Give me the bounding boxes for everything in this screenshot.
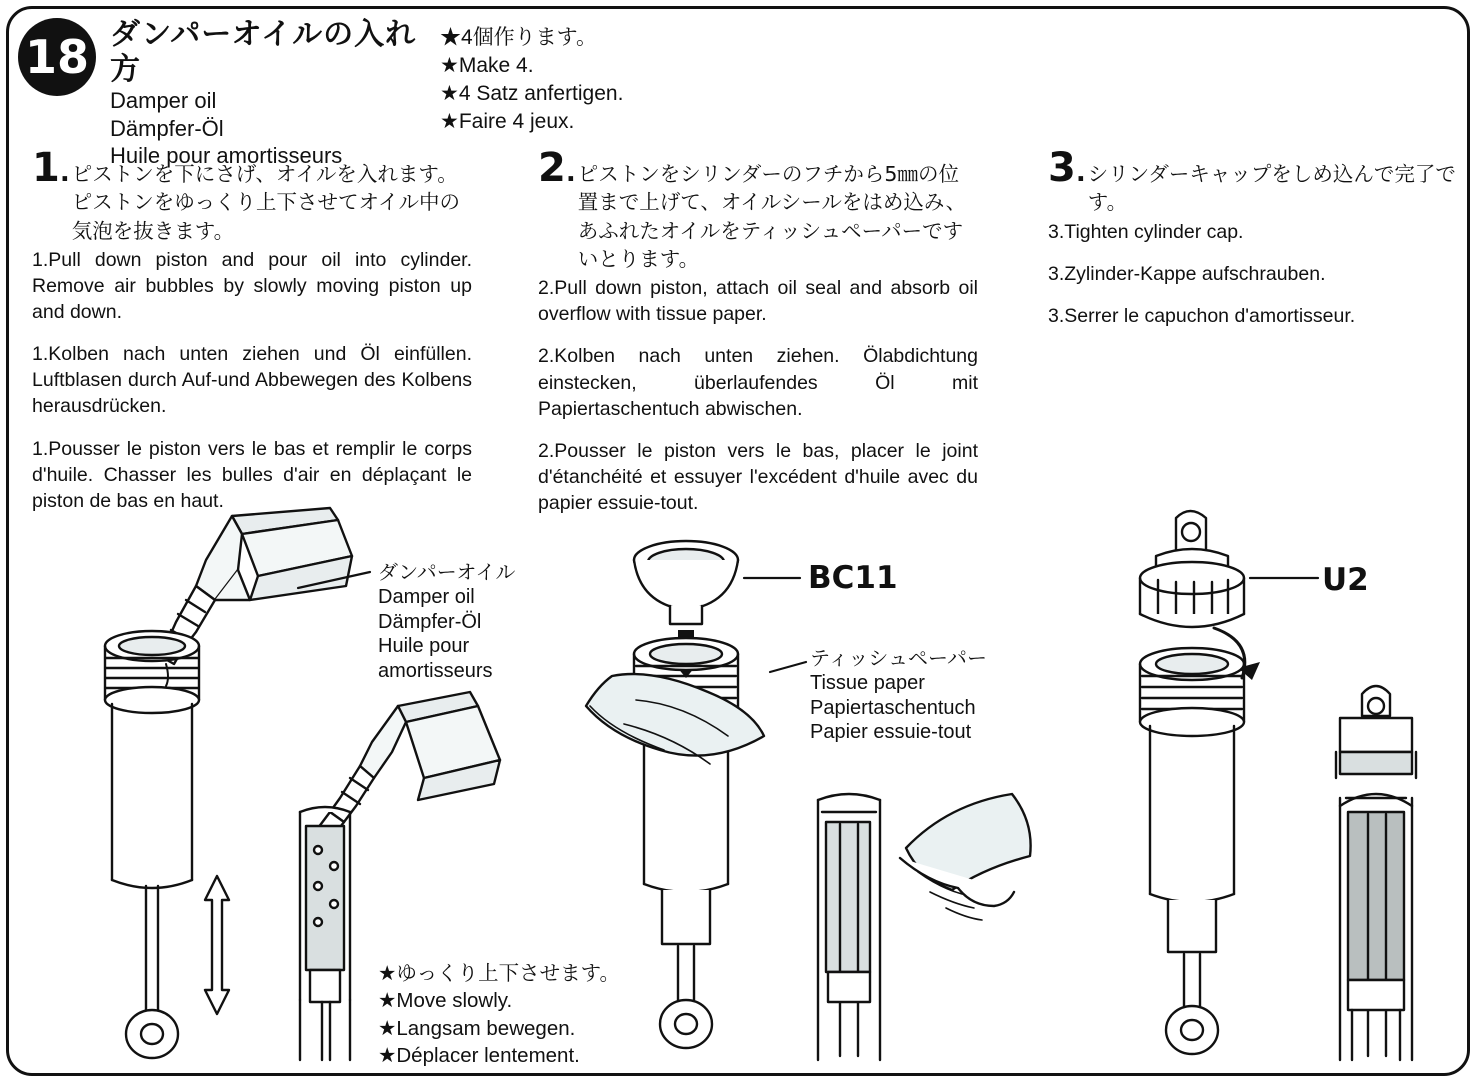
part-label-bc11: BC11: [808, 560, 898, 596]
callout-damper-oil-jp: ダンパーオイル: [378, 560, 516, 584]
make-note-en: ★Make 4.: [440, 54, 534, 78]
step-1-heading: [32, 145, 472, 245]
callout-tissue-paper-en: Tissue paper: [810, 671, 925, 694]
make-note-jp: ★4個作ります。: [440, 26, 597, 49]
figure-3b-cap-detail: [1336, 686, 1416, 1060]
step-2-text-column: [538, 145, 978, 516]
title-japanese: ダンパーオイルの入れ方: [110, 17, 417, 87]
step-2-english: 2.Pull down piston, attach oil seal and absorb oil overflow with tissue paper.: [538, 277, 978, 326]
move-slowly-note-de: ★Langsam bewegen.: [378, 1016, 576, 1040]
step-3-japanese-head: シリンダーキャップをしめ込んで完了です。: [1087, 162, 1456, 215]
callout-damper-oil-fr1: Huile pour: [378, 635, 470, 658]
step-1-french: 1.Pousser le piston vers le bas et remplir le corps d'huile. Chasser les bulles d'air en déplaçant le piston de bas en haut.: [32, 437, 472, 512]
step-1-number: 1.: [32, 145, 70, 191]
figure-3-cylinder-cap: [1140, 511, 1260, 1054]
step-3-number: 3.: [1048, 145, 1086, 191]
step-2-number: 2.: [538, 145, 576, 191]
move-slowly-note-jp: ★ゆっくり上下させます。: [378, 961, 621, 985]
step-number-badge: 18: [18, 18, 96, 96]
step-3-text-column: [1048, 145, 1458, 329]
step-3-heading: [1048, 145, 1458, 217]
move-slowly-note-en: ★Move slowly.: [378, 989, 513, 1013]
callout-tissue-paper-jp: ティッシュペーパー: [810, 646, 987, 670]
move-slowly-notes: [378, 960, 620, 1069]
title-french: Huile pour amortisseurs: [110, 143, 343, 169]
step-3-english: 3.Tighten cylinder cap.: [1048, 220, 1244, 243]
step-1-text-column: [32, 145, 472, 514]
step-2-heading: [538, 145, 978, 273]
step-1-german: 1.Kolben nach unten ziehen und Öl einfüllen. Luftblasen durch Auf-und Abbewegen des Kolbens herausdrücken.: [32, 343, 472, 418]
step-2-german: 2.Kolben nach unten ziehen. Ölabdichtung einstecken, überlaufendes Öl mit Papiertaschentuch abwischen.: [538, 345, 978, 420]
step-2-japanese-head: ピストンをシリンダーのフチから5㎜の位置まで上げて、オイルシールをはめ込み、あふれたオイルをティッシュペーパーですいとります。: [577, 162, 967, 271]
callout-damper-oil-de: Dämpfer-Öl: [378, 610, 482, 633]
part-label-u2: U2: [1322, 562, 1369, 598]
step-3-german: 3.Zylinder-Kappe aufschrauben.: [1048, 262, 1326, 285]
make-quantity-notes: [440, 24, 760, 137]
callout-damper-oil: [378, 560, 515, 684]
callout-damper-oil-en: Damper oil: [378, 585, 475, 608]
callout-tissue-paper-fr: Papier essuie-tout: [810, 721, 972, 744]
step-2-french: 2.Pousser le piston vers le bas, placer le joint d'étanchéité et essuyer l'excédent d'huile avec du papier essuie-tout.: [538, 439, 978, 514]
figure-1-pour-oil: [105, 508, 352, 1058]
make-note-de: ★4 Satz anfertigen.: [440, 82, 624, 106]
callout-tissue-paper: [810, 646, 987, 745]
step-3-french: 3.Serrer le capuchon d'amortisseur.: [1048, 304, 1356, 327]
title-german: Dämpfer-Öl: [110, 115, 224, 141]
callout-tissue-paper-de: Papiertaschentuch: [810, 696, 976, 719]
step-1-japanese-head: ピストンを下にさげ、オイルを入れます。ピストンをゆっくり上下させてオイル中の気泡を抜きます。: [71, 162, 461, 243]
move-slowly-note-fr: ★Déplacer lentement.: [378, 1043, 580, 1067]
step-1-english: 1.Pull down piston and pour oil into cylinder. Remove air bubbles by slowly moving piston up and down.: [32, 248, 472, 324]
title-english: Damper oil: [110, 88, 217, 113]
title-block: [110, 18, 440, 170]
make-note-fr: ★Faire 4 jeux.: [440, 110, 575, 134]
callout-damper-oil-fr2: amortisseurs: [378, 660, 493, 683]
figure-2b-wipe: [818, 794, 1031, 1060]
